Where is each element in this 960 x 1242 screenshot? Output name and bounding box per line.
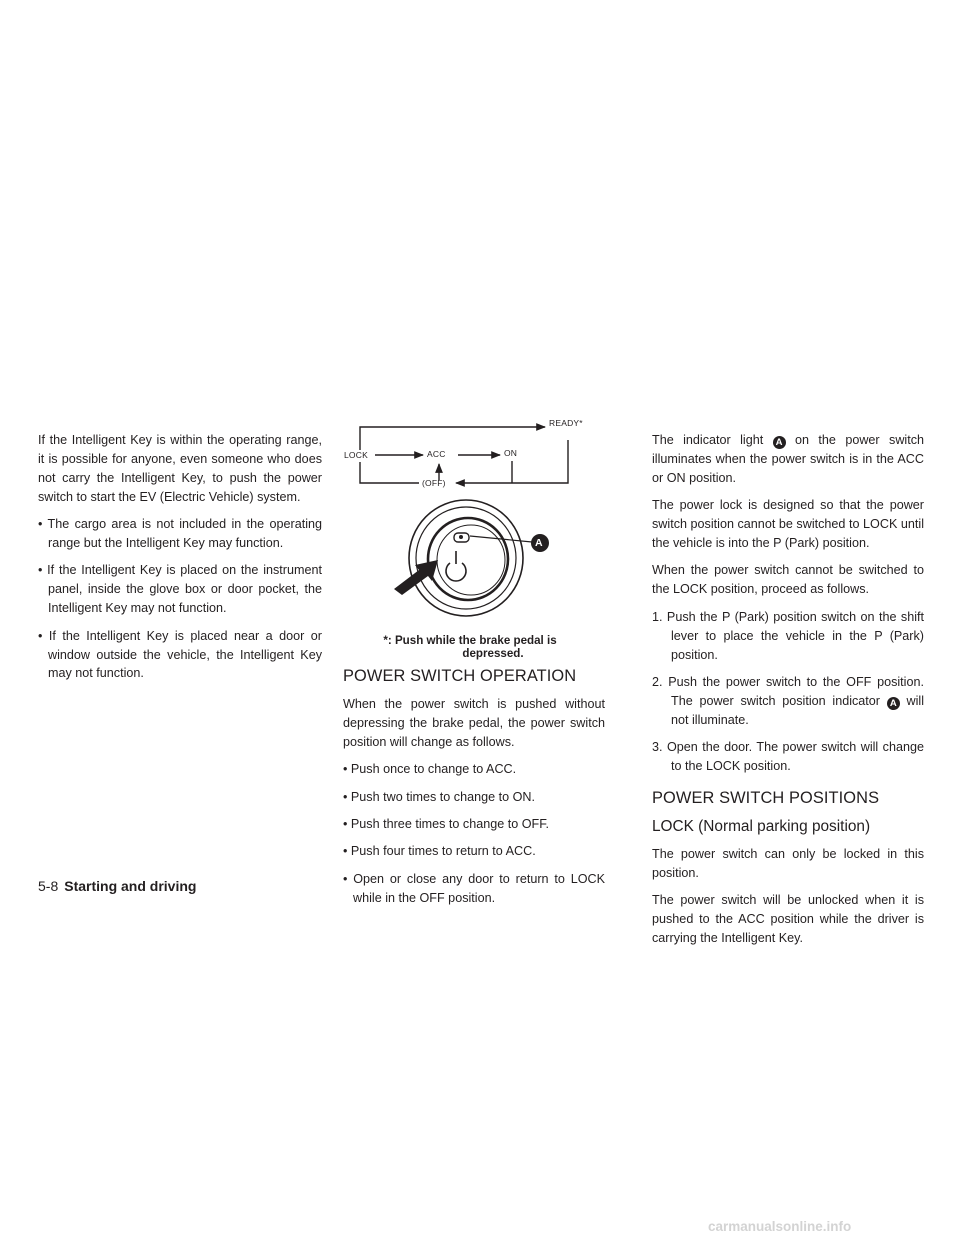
indicator-text-pre: The indicator light (652, 433, 764, 447)
caption-line-2: depressed. (462, 647, 524, 660)
bullet-item: • Push three times to change to OFF. (343, 817, 550, 832)
intro-paragraph: When the power switch is pushed without depressing the brake pedal, the power switch position will change as follows. (343, 697, 605, 749)
section-heading: POWER SWITCH OPERATION (343, 667, 577, 685)
lock-label: LOCK (344, 450, 368, 460)
page-footer (38, 878, 196, 894)
lock-paragraph: The power switch can only be locked in this position. (652, 847, 924, 880)
section-heading: POWER SWITCH POSITIONS (652, 789, 880, 807)
subsection-heading: LOCK (Normal parking position) (652, 818, 871, 835)
push-arrow-icon (394, 560, 438, 595)
ready-arrow (360, 427, 545, 450)
right-loop (461, 440, 568, 483)
power-switch-icon (409, 500, 523, 616)
intro-paragraph: If the Intelligent Key is within the operating range, it is possible for anyone, even someone who does not carry the Intelligent Key, to push the power switch to start the EV (Electric Vehicle) system. (38, 433, 322, 504)
column-right (652, 431, 924, 957)
power-switch-diagram (340, 392, 600, 634)
bullet-item: • The cargo area is not included in the operating range but the Intelligent Key may function. (38, 517, 322, 551)
column-middle (343, 666, 605, 916)
step-2-text-post: will not illuminate. (671, 693, 924, 727)
step-item: 1. Push the P (Park) position switch on the shift lever to place the vehicle in the P (Park) position. (652, 609, 924, 662)
bullet-item: • If the Intelligent Key is placed on the instrument panel, inside the glove box or door pocket, the Intelligent Key may not function. (38, 563, 322, 616)
ready-label: READY* (549, 418, 583, 428)
power-lock-paragraph: The power lock is designed so that the power switch position cannot be switched to LOCK until the vehicle is into the P (Park) position. (652, 498, 924, 551)
callout-a-icon: A (887, 697, 900, 710)
bullet-item: • Push once to change to ACC. (343, 762, 517, 777)
caption-line-1: *: Push while the brake pedal is (383, 634, 557, 647)
step-2-text-pre: 2. Push the power switch to the OFF position. The power switch position indicator (652, 674, 924, 708)
off-label: (OFF) (422, 478, 446, 488)
acc-label: ACC (427, 449, 446, 459)
unlock-paragraph: The power switch will be unlocked when it is pushed to the ACC position while the driver is carrying the Intelligent Key. (652, 893, 924, 946)
bullet-item: • Push two times to change to ON. (343, 789, 536, 804)
figure-caption (340, 634, 600, 660)
section-title: Starting and driving (64, 878, 197, 894)
column-left (38, 431, 322, 692)
bullet-item: • If the Intelligent Key is placed near a door or window outside the vehicle, the Intelligent Key may not function. (38, 628, 322, 681)
step-item: 3. Open the door. The power switch will change to the LOCK position. (652, 740, 924, 774)
procedure-intro: When the power switch cannot be switched to the LOCK position, proceed as follows. (652, 563, 924, 597)
callout-a-icon: A (773, 436, 786, 449)
bullet-item: • Open or close any door to return to LOCK while in the OFF position. (343, 871, 605, 905)
indicator-paragraph (652, 431, 924, 488)
power-switch-figure (340, 392, 600, 660)
watermark: carmanualsonline.info (708, 1219, 852, 1234)
on-label: ON (504, 448, 518, 458)
step-item (652, 673, 924, 730)
callout-a-label: A (535, 537, 543, 549)
bullet-item: • Push four times to return to ACC. (343, 844, 536, 859)
page-number: 5-8 (38, 878, 59, 894)
indicator-text-post: on the power switch illuminates when the power switch is in the ACC or ON position. (652, 433, 925, 485)
